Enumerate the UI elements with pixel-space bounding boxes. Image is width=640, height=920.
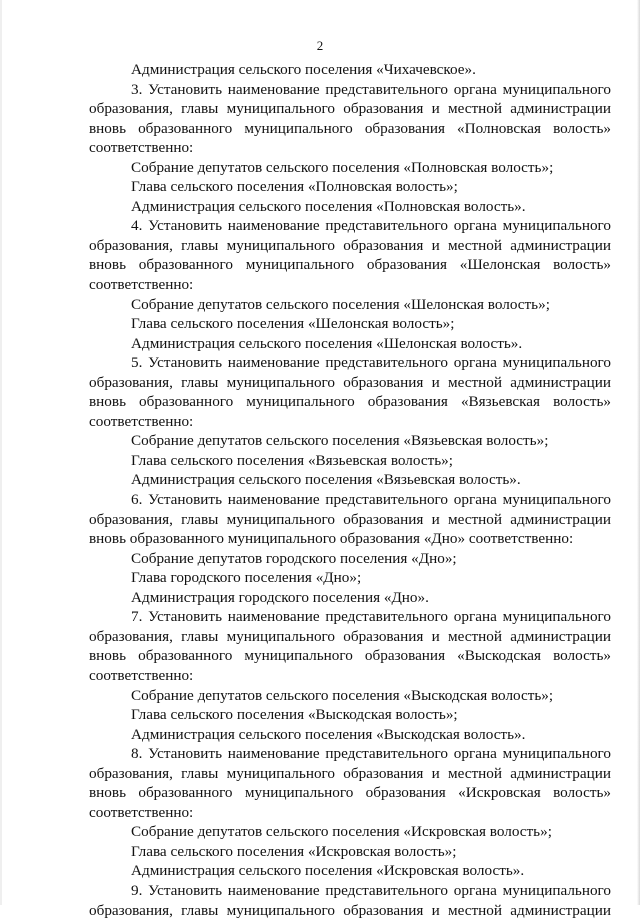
text-line: 7. Установить наименование представительного органа муниципального [131,608,611,626]
text-line: 4. Установить наименование представительного органа муниципального [131,217,611,235]
text-line: Глава городского поселения «Дно»; [131,569,362,587]
text-line: Глава сельского поселения «Полновская волость»; [131,178,458,196]
document-body [89,60,611,920]
text-line: образования, главы муниципального образования и местной администрации [89,627,611,645]
page-number: 2 [316,38,324,53]
text-line: образования, главы муниципального образования и местной администрации [89,373,611,391]
text-line: Собрание депутатов сельского поселения «Шелонская волость»; [131,295,550,313]
text-line: Администрация сельского поселения «Искровская волость». [131,862,525,880]
text-line: Собрание депутатов сельского поселения «Выскодская волость»; [131,686,554,704]
text-line: соответственно: [89,666,194,684]
text-line: соответственно: [89,139,194,157]
text-line: вновь образованного муниципального образования «Шелонская волость» [89,256,611,274]
text-line: вновь образованного муниципального образования «Полновская волость» [89,119,611,137]
text-line: Глава сельского поселения «Искровская волость»; [131,842,457,860]
text-line: соответственно: [89,412,194,430]
text-line: вновь образованного муниципального образования «Выскодская волость» [89,647,611,665]
text-line: Собрание депутатов городского поселения «Дно»; [131,549,457,567]
text-line: вновь образованного муниципального образования «Вязьевская волость» [89,393,611,411]
text-line: образования, главы муниципального образования и местной администрации [89,236,611,254]
text-line: Собрание депутатов сельского поселения «Вязьевская волость»; [131,432,549,450]
text-line: Администрация сельского поселения «Полновская волость». [131,197,526,215]
text-line: Администрация сельского поселения «Вязьевская волость». [131,471,521,489]
text-line: образования, главы муниципального образования и местной администрации [89,901,611,919]
text-line: Глава сельского поселения «Шелонская волость»; [131,315,455,333]
text-line: 3. Установить наименование представительного органа муниципального [131,80,611,98]
text-line: Администрация городского поселения «Дно». [131,588,429,606]
text-line: образования, главы муниципального образования и местной администрации [89,764,611,782]
text-line: образования, главы муниципального образования и местной администрации [89,510,611,528]
text-line: образования, главы муниципального образования и местной администрации [89,100,611,118]
text-line: 6. Установить наименование представительного органа муниципального [131,491,611,509]
text-line: вновь образованного муниципального образования «Дно» соответственно: [89,530,574,548]
text-line: Глава сельского поселения «Выскодская волость»; [131,706,458,724]
text-line: Администрация сельского поселения «Шелонская волость». [131,334,523,352]
text-line: Собрание депутатов сельского поселения «Искровская волость»; [131,823,552,841]
text-line: 5. Установить наименование представительного органа муниципального [131,354,611,372]
text-line: Глава сельского поселения «Вязьевская волость»; [131,451,453,469]
text-line: вновь образованного муниципального образования «Искровская волость» [89,784,611,802]
text-line: Собрание депутатов сельского поселения «Полновская волость»; [131,158,554,176]
text-line: Администрация сельского поселения «Выскодская волость». [131,725,526,743]
text-line: соответственно: [89,276,194,294]
text-line: 9. Установить наименование представительного органа муниципального [131,881,611,899]
text-line: 8. Установить наименование представительного органа муниципального [131,745,611,763]
text-line: Администрация сельского поселения «Чихачевское». [131,61,476,78]
scan-edge-left [0,0,2,905]
text-line: соответственно: [89,803,194,821]
